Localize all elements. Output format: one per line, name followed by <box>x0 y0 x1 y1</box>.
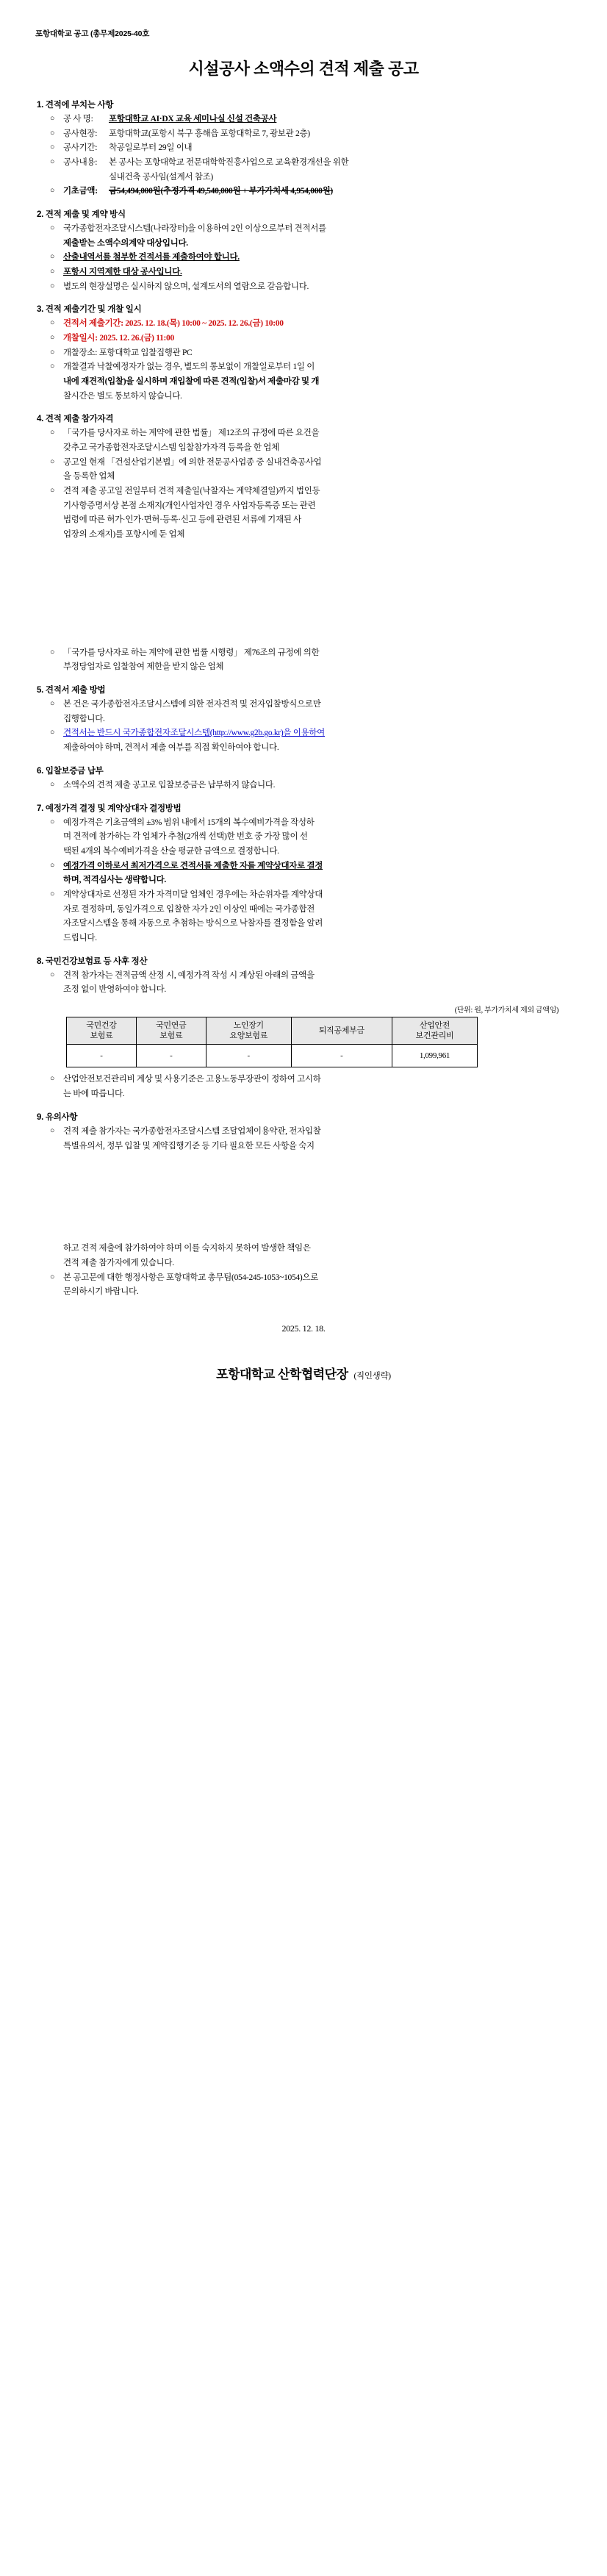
item-text: 포항대학교(포항시 북구 흥해읍 포항대학로 7, 광보관 2층) <box>109 129 310 138</box>
section-2-items <box>32 223 575 293</box>
bullet-circle-icon: ○ <box>50 158 55 167</box>
section-1-heading: 1. 견적에 부치는 사항 <box>37 101 114 110</box>
section-9-items <box>32 1126 575 1152</box>
item-text: 금54,494,000원(추정가격 49,540,000원 + 부가가치세 4,954,000원) <box>109 187 333 196</box>
list-item-continuation <box>32 831 575 843</box>
item-text: 을 등록한 업체 <box>63 472 115 482</box>
list-item <box>32 142 575 154</box>
item-text: 는 바에 따릅니다. <box>63 1090 125 1099</box>
section-6-heading: 6. 입찰보증금 납부 <box>37 766 104 776</box>
bullet-circle-icon: ○ <box>50 429 55 437</box>
bullet-circle-icon: ○ <box>50 319 55 328</box>
page-break-gap <box>32 551 575 647</box>
bullet-circle-icon: ○ <box>50 817 55 826</box>
list-item-continuation <box>32 529 575 541</box>
list-item <box>32 1126 575 1138</box>
g2b-link[interactable]: 견적서는 반드시 국가종합전자조달시스템(http://www.g2b.go.kr)을 이용하여 <box>63 729 325 738</box>
table-row <box>67 1045 478 1067</box>
item-text: 갖추고 국가종합전자조달시스템 입찰참가자격 등록을 한 업체 <box>63 443 279 453</box>
section-8-items <box>32 970 575 996</box>
list-item-continuation <box>32 1140 575 1153</box>
section-5 <box>32 684 575 754</box>
list-item <box>32 185 575 198</box>
col-header-longterm-care <box>206 1017 291 1045</box>
section-1-items <box>32 113 575 198</box>
bullet-circle-icon: ○ <box>50 334 55 343</box>
item-text: 본 공고문에 대한 행정사항은 포항대학교 총무팀(054-245-1053~1054)으로 <box>63 1273 319 1282</box>
item-text: 개찰결과 낙찰예정자가 없는 경우, 별도의 통보없이 개찰일로부터 1일 이 <box>63 362 315 372</box>
section-7-items <box>32 817 575 945</box>
item-text: 견적 제출 참가자는 국가종합전자조달시스템 조달업체이용약관, 전자입찰 <box>63 1126 321 1136</box>
section-3-heading: 3. 견적 제출기간 및 개찰 일시 <box>37 305 142 315</box>
item-text: 견적서 제출기간: 2025. 12. 18.(목) 10:00 ~ 2025. 12. 26.(금) 10:00 <box>63 319 284 329</box>
list-item <box>32 779 575 792</box>
section-9 <box>32 1111 575 1298</box>
list-item <box>32 157 575 169</box>
fee-table-unit-note: (단위: 원, 부가가치세 제외 금액임) <box>454 1006 558 1015</box>
list-item <box>32 318 575 330</box>
list-item <box>32 457 575 469</box>
list-item-continuation <box>32 984 575 996</box>
list-item-continuation <box>32 845 575 858</box>
notice-date: 2025. 12. 18. <box>281 1323 326 1334</box>
section-3 <box>32 303 575 402</box>
section-4-heading: 4. 견적 제출 참가자격 <box>37 415 114 424</box>
section-4-continued <box>32 647 575 673</box>
list-item <box>32 113 575 126</box>
item-text: 자조달시스템을 통해 자동으로 추첨하는 방식으로 낙찰자를 결정함을 알려 <box>63 919 323 929</box>
header-line-2: 보험료 <box>159 1031 183 1041</box>
item-text: 본 건은 국가종합전자조달시스템에 의한 전자견적 및 전자입찰방식으로만 <box>63 700 321 709</box>
list-item <box>32 128 575 140</box>
list-item-continuation <box>32 742 575 754</box>
item-text: 개찰장소: 포항대학교 입찰집행관 PC <box>63 348 193 357</box>
bullet-circle-icon: ○ <box>50 457 55 466</box>
bullet-circle-icon: ○ <box>50 348 55 357</box>
item-label: 공사기간: <box>63 143 98 153</box>
item-text: 하며, 적격심사는 생략합니다. <box>63 876 167 885</box>
list-item-continuation <box>32 932 575 945</box>
list-item-continuation <box>32 874 575 887</box>
list-item-continuation <box>32 1242 575 1255</box>
signer-block <box>32 1364 575 1382</box>
cell-pension: - <box>136 1045 206 1067</box>
cell-health-insurance: - <box>67 1045 137 1067</box>
bullet-circle-icon: ○ <box>50 1273 55 1281</box>
item-text: 제출하여야 하며, 견적서 제출 여부를 직접 확인하여야 합니다. <box>63 743 279 753</box>
bullet-circle-icon: ○ <box>50 115 55 123</box>
list-item-continuation <box>32 904 575 916</box>
bullet-circle-icon: ○ <box>50 970 55 979</box>
list-item <box>32 698 575 711</box>
item-text: 법령에 따른 허가·인가·면허·등록·신고 등에 관련된 서류에 기재된 사 <box>63 515 301 525</box>
item-text: 문의하시기 바랍니다. <box>63 1287 139 1297</box>
bullet-circle-icon: ○ <box>50 224 55 233</box>
section-4-continued-items <box>32 647 575 673</box>
list-item-continuation <box>32 917 575 930</box>
bullet-circle-icon: ○ <box>50 890 55 898</box>
section-3-items <box>32 318 575 402</box>
item-text: 하고 견적 제출에 참가하여야 하며 이를 숙지하지 못하여 발생한 책임은 <box>63 1244 311 1253</box>
section-8-after-table-items <box>32 1073 575 1100</box>
section-4-items <box>32 427 575 540</box>
list-item <box>32 485 575 498</box>
item-text: 특별유의서, 정부 입찰 및 계약집행기준 등 기타 필요한 모든 사항을 숙지 <box>63 1141 315 1151</box>
item-text: 국가종합전자조달시스템(나라장터)을 이용하여 2인 이상으로부터 견적서를 <box>63 224 326 234</box>
table-header-row <box>67 1017 478 1045</box>
section-6-items <box>32 779 575 792</box>
item-text: 산업안전보건관리비 계상 및 사용기준은 고용노동부장관이 정하여 고시하 <box>63 1075 321 1084</box>
item-text: 제출받는 소액수의계약 대상입니다. <box>63 238 188 248</box>
list-item <box>32 647 575 659</box>
bullet-circle-icon: ○ <box>50 861 55 870</box>
bullet-circle-icon: ○ <box>50 282 55 290</box>
list-item <box>32 427 575 440</box>
section-5-heading: 5. 견적서 제출 방법 <box>37 686 106 695</box>
header-line-2: 보건관리비 <box>415 1031 454 1041</box>
list-item <box>32 860 575 873</box>
fee-table <box>66 1017 478 1068</box>
section-9-items-continued <box>32 1242 575 1298</box>
cell-retirement-fund: - <box>291 1045 392 1067</box>
item-text: 기사항증명서상 본점 소재지(개인사업자인 경우 사업자등록증 또는 관련 <box>63 501 316 510</box>
item-text: 견적 참가자는 견적금액 산정 시, 예정가격 작성 시 계상된 아래의 금액을 <box>63 970 315 980</box>
section-8 <box>32 955 575 1101</box>
list-item <box>32 727 575 740</box>
list-item <box>32 361 575 373</box>
col-header-safety-cost <box>392 1017 477 1045</box>
list-item <box>32 1272 575 1284</box>
item-label: 공사내용: <box>63 158 98 168</box>
item-text: 「국가를 당사자로 하는 계약에 관한 법률」 제12조의 규정에 따른 요건을 <box>63 429 320 438</box>
list-item <box>32 347 575 359</box>
item-text: 견적 제출 참가자에게 있습니다. <box>63 1258 174 1267</box>
signer-name: 포항대학교 산학협력단장 <box>216 1367 348 1381</box>
list-item-continuation <box>32 514 575 526</box>
header-line-1: 국민연금 <box>156 1020 187 1030</box>
item-text: 공고일 현재 「건설산업기본법」에 의한 전문공사업종 중 실내건축공사업 <box>63 457 322 467</box>
item-text: 본 공사는 포항대학교 전문대학학진흥사업으로 교육환경개선을 위한 <box>109 158 349 168</box>
list-item <box>32 223 575 235</box>
list-item-continuation <box>32 171 575 184</box>
seal-note: (직인생략) <box>353 1371 391 1381</box>
cell-longterm-care: - <box>206 1045 291 1067</box>
header-line-1: 산업안전 <box>419 1020 450 1030</box>
cell-safety-cost: 1,099,961 <box>392 1045 477 1067</box>
item-text: 산출내역서를 첨부한 견적서를 제출하여야 합니다. <box>63 253 240 262</box>
list-item <box>32 970 575 982</box>
section-2-heading: 2. 견적 제출 및 계약 방식 <box>37 210 126 220</box>
bullet-circle-icon: ○ <box>50 780 55 789</box>
item-text: 포항대학교 AI·DX 교육 세미나실 신설 건축공사 <box>109 115 277 124</box>
list-item-continuation <box>32 237 575 250</box>
bullet-circle-icon: ○ <box>50 362 55 371</box>
item-label: 공 사 명: <box>63 115 93 124</box>
list-item <box>32 332 575 345</box>
item-text: 견적 제출 공고일 전일부터 견적 제출일(낙찰자는 계약체결일)까지 법인등 <box>63 487 320 496</box>
section-7-heading: 7. 예정가격 결정 및 계약상대자 결정방법 <box>37 804 182 813</box>
list-item-continuation <box>32 500 575 512</box>
list-item-continuation <box>32 1257 575 1270</box>
header-line-2: 보험료 <box>90 1031 113 1041</box>
list-item-continuation <box>32 376 575 388</box>
list-item <box>32 1073 575 1086</box>
section-2 <box>32 208 575 293</box>
item-text: 택된 4개의 복수예비가격을 산술 평균한 금액으로 결정합니다. <box>63 846 279 856</box>
list-item <box>32 266 575 279</box>
section-6 <box>32 765 575 792</box>
item-text: 소액수의 견적 제출 공고로 입찰보증금은 납부하지 않습니다. <box>63 780 276 790</box>
list-item-continuation <box>32 661 575 673</box>
list-item <box>32 889 575 901</box>
item-label: 기초금액: <box>63 187 98 196</box>
item-text: 자로 결정하며, 동일가격으로 입찰한 자가 2인 이상인 때에는 국가종합전 <box>63 904 315 914</box>
bullet-circle-icon: ○ <box>50 729 55 737</box>
notice-code: 포항대학교 공고 (총무제2025-40호 <box>35 29 150 38</box>
section-4 <box>32 412 575 540</box>
item-text: 찰시간은 별도 통보하지 않습니다. <box>63 391 182 401</box>
item-text: 개찰일시: 2025. 12. 26.(금) 11:00 <box>63 334 174 343</box>
bullet-circle-icon: ○ <box>50 487 55 495</box>
col-header-retirement-fund: 퇴직공제부금 <box>291 1017 392 1045</box>
bullet-circle-icon: ○ <box>50 1075 55 1084</box>
list-item-continuation <box>32 471 575 483</box>
list-item-continuation <box>32 442 575 454</box>
section-8-heading: 8. 국민건강보험료 등 사후 정산 <box>37 956 148 966</box>
bullet-circle-icon: ○ <box>50 253 55 262</box>
item-text: 예정가격 이하로서 최저가격으로 견적서를 제출한 자를 계약상대자로 결정 <box>63 861 323 870</box>
item-text: 별도의 현장설명은 실시하지 않으며, 설계도서의 열람으로 갈음합니다. <box>63 282 309 291</box>
bullet-circle-icon: ○ <box>50 700 55 709</box>
list-item <box>32 281 575 293</box>
page-break-gap-2 <box>32 1154 575 1242</box>
list-item-continuation <box>32 390 575 403</box>
section-5-items <box>32 698 575 754</box>
item-text: 내에 재견적(입찰)을 실시하며 재입찰에 따른 견적(입찰)서 제출마감 및 개 <box>63 377 320 387</box>
item-text: 부정당업자로 입찰참여 제한을 받지 않은 업체 <box>63 662 224 672</box>
section-9-heading: 9. 유의사항 <box>37 1112 78 1122</box>
list-item <box>32 817 575 829</box>
item-text: 실내건축 공사임(설계서 참조) <box>109 172 213 182</box>
col-header-health-insurance <box>67 1017 137 1045</box>
item-text: 며 견적에 참가하는 각 업체가 추첨(2개씩 선택)한 번호 중 가장 많이 선 <box>63 832 308 842</box>
bullet-circle-icon: ○ <box>50 648 55 656</box>
bullet-circle-icon: ○ <box>50 268 55 276</box>
section-1 <box>32 99 575 198</box>
item-text: 예정가격은 기초금액의 ±3% 범위 내에서 15개의 복수예비가격을 작성하 <box>63 817 315 827</box>
item-text: 착공일로부터 29일 이내 <box>109 143 193 153</box>
item-text: 드립니다. <box>63 933 97 942</box>
header-line-1: 국민건강 <box>86 1020 117 1030</box>
bullet-circle-icon: ○ <box>50 129 55 137</box>
list-item-continuation <box>32 1088 575 1101</box>
item-text: 조정 없이 반영하여야 합니다. <box>63 985 167 995</box>
section-7 <box>32 802 575 945</box>
header-line-1: 노인장기 <box>233 1020 264 1030</box>
list-item-continuation <box>32 713 575 726</box>
col-header-pension <box>136 1017 206 1045</box>
item-text: 포항시 지역제한 대상 공사입니다. <box>63 268 182 277</box>
item-label: 공사현장: <box>63 129 98 138</box>
item-text: 계약상대자로 선정된 자가 자격미달 업체인 경우에는 차순위자를 계약상대 <box>63 890 323 899</box>
bullet-circle-icon: ○ <box>50 143 55 152</box>
page-title: 시설공사 소액수의 견적 제출 공고 <box>188 60 419 78</box>
item-text: 「국가를 당사자로 하는 계약에 관한 법률 시행령」 제76조의 규정에 의한 <box>63 648 320 657</box>
bullet-circle-icon: ○ <box>50 187 55 196</box>
list-item <box>32 251 575 264</box>
list-item-continuation <box>32 1286 575 1298</box>
item-text: 집행합니다. <box>63 714 105 723</box>
header-line-2: 요양보험료 <box>229 1031 268 1041</box>
bullet-circle-icon: ○ <box>50 1126 55 1135</box>
item-text: 업장의 소재지)를 포항시에 둔 업체 <box>63 530 185 540</box>
